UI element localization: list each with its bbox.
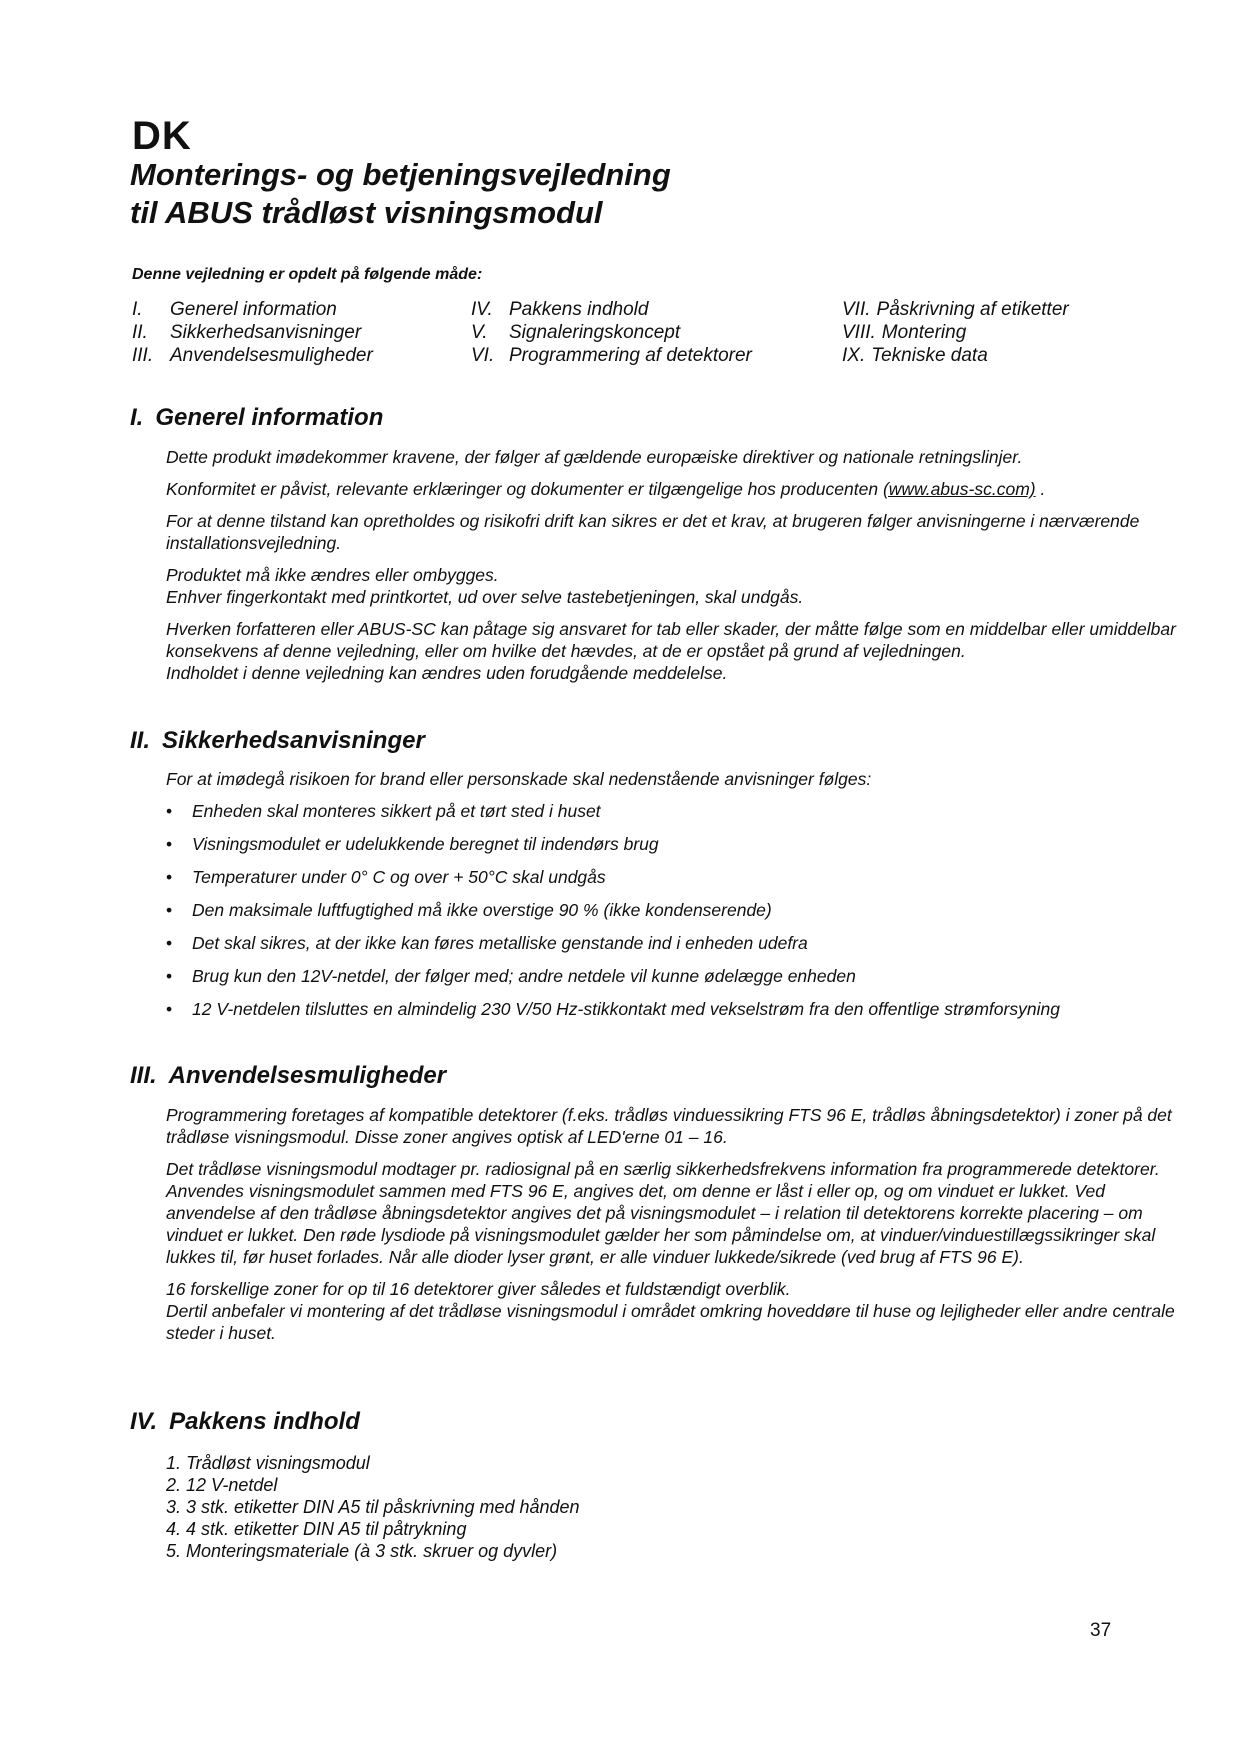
toc-number: VII. <box>842 299 871 320</box>
toc-label: Sikkerhedsanvisninger <box>170 322 362 343</box>
section-number: IV. <box>130 1408 158 1435</box>
list-item: • Enheden skal monteres sikkert på et tørt sted i huset <box>166 800 1186 833</box>
toc-item <box>471 298 752 321</box>
safety-lead <box>166 768 1176 800</box>
toc-number: IV. <box>471 299 493 320</box>
list-item: • Den maksimale luftfugtighed må ikke overstige 90 % (ikke kondenserende) <box>166 899 1186 932</box>
list-item: 4. 4 stk. etiketter DIN A5 til påtrykning <box>166 1519 467 1539</box>
paragraph: Hverken forfatteren eller ABUS-SC kan påtage sig ansvaret for tab eller skader, der måtte følge som en middelbar eller umiddelbar konsekvens af denne vejledning, eller om hvilke det hævdes, at de er opstået på grund af vejledningen. <box>166 619 1176 661</box>
title-line-1: Monterings- og betjeningsvejledning <box>130 157 671 192</box>
safety-bullet-list <box>166 800 1186 1031</box>
list-item: • 12 V-netdelen tilsluttes en almindelig 230 V/50 Hz-stikkontakt med vekselstrøm fra den offentlige strømforsyning <box>166 998 1186 1031</box>
producer-website-link[interactable]: (www.abus-sc.com) <box>882 479 1036 499</box>
toc-number: V. <box>471 322 488 343</box>
paragraph: Enhver fingerkontakt med printkortet, ud over selve tastebetjeningen, skal undgås. <box>166 587 804 607</box>
page-number: 37 <box>1090 1620 1112 1641</box>
toc-item <box>471 321 752 344</box>
toc-column-2 <box>471 298 752 367</box>
toc-label: Pakkens indhold <box>509 299 649 320</box>
list-item: 2. 12 V-netdel <box>166 1475 278 1495</box>
toc-number: VIII. <box>842 322 876 343</box>
toc-intro: Denne vejledning er opdelt på følgende måde: <box>132 266 483 283</box>
section-title: Anvendelsesmuligheder <box>168 1062 447 1089</box>
section-title: Pakkens indhold <box>169 1408 360 1435</box>
toc-item <box>471 344 752 367</box>
paragraph: Indholdet i denne vejledning kan ændres uden forudgående meddelelse. <box>166 663 728 683</box>
list-item: • Brug kun den 12V-netdel, der følger med; andre netdele vil kunne ødelægge enheden <box>166 965 1186 998</box>
section-heading-applications <box>130 1062 446 1090</box>
language-code: DK <box>132 114 192 158</box>
toc-label: Montering <box>881 322 967 343</box>
package-contents-list <box>166 1452 580 1562</box>
section-heading-general-information <box>130 404 383 432</box>
toc-item <box>132 321 373 344</box>
paragraph: 16 forskellige zoner for op til 16 detektorer giver således et fuldstændigt overblik. <box>166 1279 791 1299</box>
list-item: 5. Monteringsmateriale (à 3 stk. skruer og dyvler) <box>166 1541 558 1561</box>
section-number: II. <box>130 727 151 754</box>
section-title: Generel information <box>155 404 384 431</box>
toc-label: Tekniske data <box>871 345 988 366</box>
paragraph: Produktet må ikke ændres eller ombygges. <box>166 565 499 585</box>
list-item: • Det skal sikres, at der ikke kan føres metalliske genstande ind i enheden udefra <box>166 932 1186 965</box>
section-body-general-information <box>166 446 1176 694</box>
paragraph: Programmering foretages af kompatible detektorer (f.eks. trådløs vinduessikring FTS 96 E, trådløs åbningsdetektor) i zoner på det trådløse visningsmodul. Disse zoner angives optisk af LED'erne 01 – 16. <box>166 1105 1172 1147</box>
section-body-applications <box>166 1104 1186 1354</box>
document-title <box>130 156 671 232</box>
toc-number: IX. <box>842 345 866 366</box>
paragraph: Dertil anbefaler vi montering af det trådløse visningsmodul i området omkring hoveddøre til huse og lejligheder eller andre centrale steder i huset. <box>166 1301 1175 1343</box>
toc-label: Programmering af detektorer <box>509 345 752 366</box>
toc-label: Signaleringskoncept <box>509 322 681 343</box>
conformity-text: Konformitet er påvist, relevante erklæringer og dokumenter er tilgængelige hos producenten <box>166 479 879 499</box>
toc-label: Anvendelsesmuligheder <box>170 345 373 366</box>
list-item: • Temperaturer under 0° C og over + 50°C skal undgås <box>166 866 1186 899</box>
conformity-paragraph <box>166 478 1176 500</box>
paragraph: For at denne tilstand kan opretholdes og risikofri drift kan sikres er det et krav, at brugeren følger anvisningerne i nærværende installationsvejledning. <box>166 511 1140 553</box>
toc-item <box>132 298 373 321</box>
toc-item <box>842 344 1069 367</box>
toc-number: I. <box>132 299 143 320</box>
toc-label: Påskrivning af etiketter <box>876 299 1069 320</box>
list-item: • Visningsmodulet er udelukkende beregnet til indendørs brug <box>166 833 1186 866</box>
paragraph: Det trådløse visningsmodul modtager pr. radiosignal på en særlig sikkerhedsfrekvens information fra programmerede detektorer. Anvendes visningsmodulet sammen med FTS 96 E, angives det, om denne er låst i eller op, og om vinduet er lukket. Ved anvendelse af den trådløse åbningsdetektor angives det på visningsmodulet – i relation til detektorens korrekte placering – om vinduet er lukket. Den røde lysdiode på visningsmodulet gælder her som påmindelse om, at vinduer/vinduestillægssikringer skal lukkes til, før huset forlades. Når alle dioder lyser grønt, er alle vinduer lukkede/sikrede (ved brug af FTS 96 E). <box>166 1159 1160 1267</box>
title-line-2: til ABUS trådløst visningsmodul <box>130 195 603 230</box>
paragraph: Dette produkt imødekommer kravene, der følger af gældende europæiske direktiver og nationale retningslinjer. <box>166 447 1023 467</box>
toc-label: Generel information <box>170 299 337 320</box>
toc-number: VI. <box>471 345 495 366</box>
toc-column-1 <box>132 298 373 367</box>
section-title: Sikkerhedsanvisninger <box>162 727 425 754</box>
conformity-end: . <box>1040 479 1046 499</box>
list-item: 1. Trådløst visningsmodul <box>166 1453 370 1473</box>
section-heading-package-contents <box>130 1408 360 1436</box>
section-number: III. <box>130 1062 157 1089</box>
toc-number: II. <box>132 322 148 343</box>
toc-item <box>842 321 1069 344</box>
section-number: I. <box>130 404 144 431</box>
section-heading-safety-instructions <box>130 727 425 755</box>
toc-column-3 <box>842 298 1069 367</box>
toc-item <box>132 344 373 367</box>
toc-item <box>842 298 1069 321</box>
toc-number: III. <box>132 345 154 366</box>
list-item: 3. 3 stk. etiketter DIN A5 til påskrivning med hånden <box>166 1497 580 1517</box>
paragraph: For at imødegå risikoen for brand eller personskade skal nedenstående anvisninger følges: <box>166 769 872 789</box>
